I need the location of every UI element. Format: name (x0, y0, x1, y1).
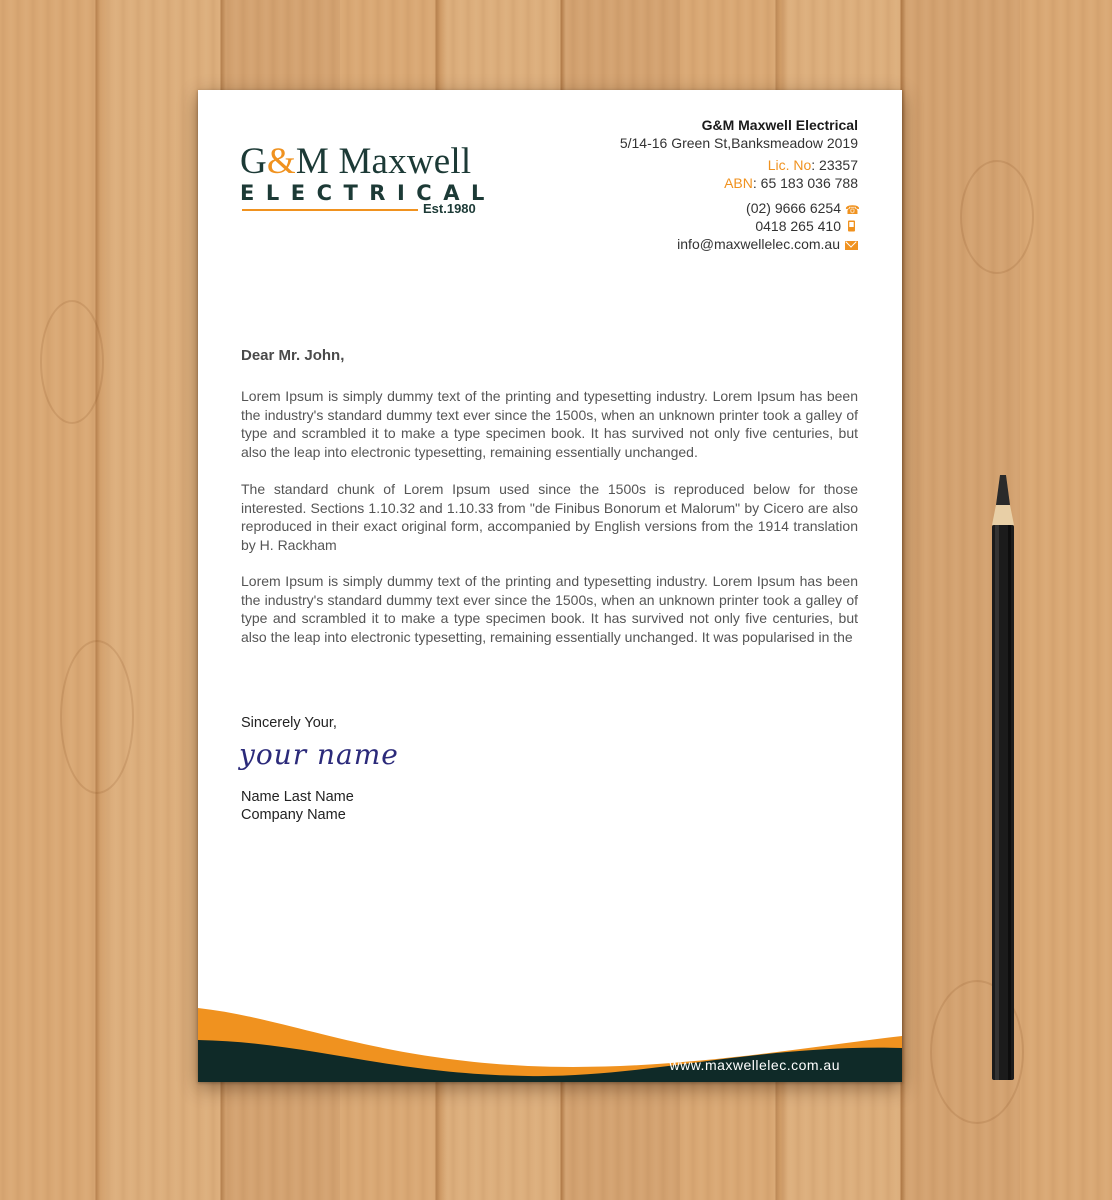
contact-email: info@maxwellelec.com.au (620, 235, 858, 253)
footer-website: www.maxwellelec.com.au (669, 1057, 840, 1073)
phone-icon: ☎ (845, 203, 860, 217)
letterhead-page (198, 90, 902, 1082)
wood-knot (40, 300, 104, 424)
logo-established: Est.1980 (423, 201, 476, 216)
logo-wordmark: G&M Maxwell (240, 141, 472, 182)
body-paragraph: Lorem Ipsum is simply dummy text of the printing and typesetting industry. Lorem Ipsum has been the industry's standard dummy text ever since the 1500s, when an unknown printer took a galley of type and scrambled it to make a type specimen book. It has survived not only five centuries, but also the leap into electronic typesetting, remaining essentially unchanged. It was popularised in the (241, 573, 858, 645)
company-logo (240, 141, 496, 219)
wood-knot (960, 160, 1034, 274)
envelope-icon (845, 241, 858, 250)
abn-number: : 65 183 036 788 (752, 175, 858, 191)
contact-block (620, 116, 858, 253)
contact-license (620, 156, 858, 174)
logo-ampersand: & (266, 141, 296, 182)
mobile-phone-icon (845, 220, 858, 231)
license-label: Lic. No (767, 157, 812, 173)
logo-electrical: ELECTRICAL (240, 181, 496, 205)
abn-label: ABN (724, 175, 753, 191)
license-number: : 23357 (811, 157, 858, 173)
contact-abn (620, 174, 858, 192)
wood-knot (60, 640, 134, 794)
logo-orange-line (242, 209, 418, 211)
signature: your name (239, 738, 399, 771)
contact-phone: (02) 9666 6254 ☎ (746, 200, 860, 217)
contact-address: 5/14-16 Green St,Banksmeadow 2019 (619, 135, 858, 151)
closing: Sincerely Your, (241, 715, 337, 731)
contact-mobile: 0418 265 410 (620, 217, 858, 235)
sender-company: Company Name (241, 807, 346, 823)
pencil (986, 475, 1022, 1080)
body-paragraph: The standard chunk of Lorem Ipsum used since the 1500s is reproduced below for those interested. Sections 1.10.32 and 1.10.33 from "de Finibus Bonorum et Malorum" by Cicero are also reproduced in their exact original form, accompanied by English versions from the 1914 translation by H. Rackham (241, 481, 858, 553)
sender-name: Name Last Name (241, 789, 354, 805)
logo-underline (240, 201, 480, 219)
salutation: Dear Mr. John, (241, 347, 345, 364)
contact-company: G&M Maxwell Electrical (701, 117, 858, 133)
sender-block (241, 788, 354, 824)
body-paragraph: Lorem Ipsum is simply dummy text of the printing and typesetting industry. Lorem Ipsum has been the industry's standard dummy text ever since the 1500s, when an unknown printer took a galley of type and scrambled it to make a type specimen book. It has survived not only five centuries, but also the leap into electronic typesetting, remaining essentially unchanged. (241, 388, 858, 460)
